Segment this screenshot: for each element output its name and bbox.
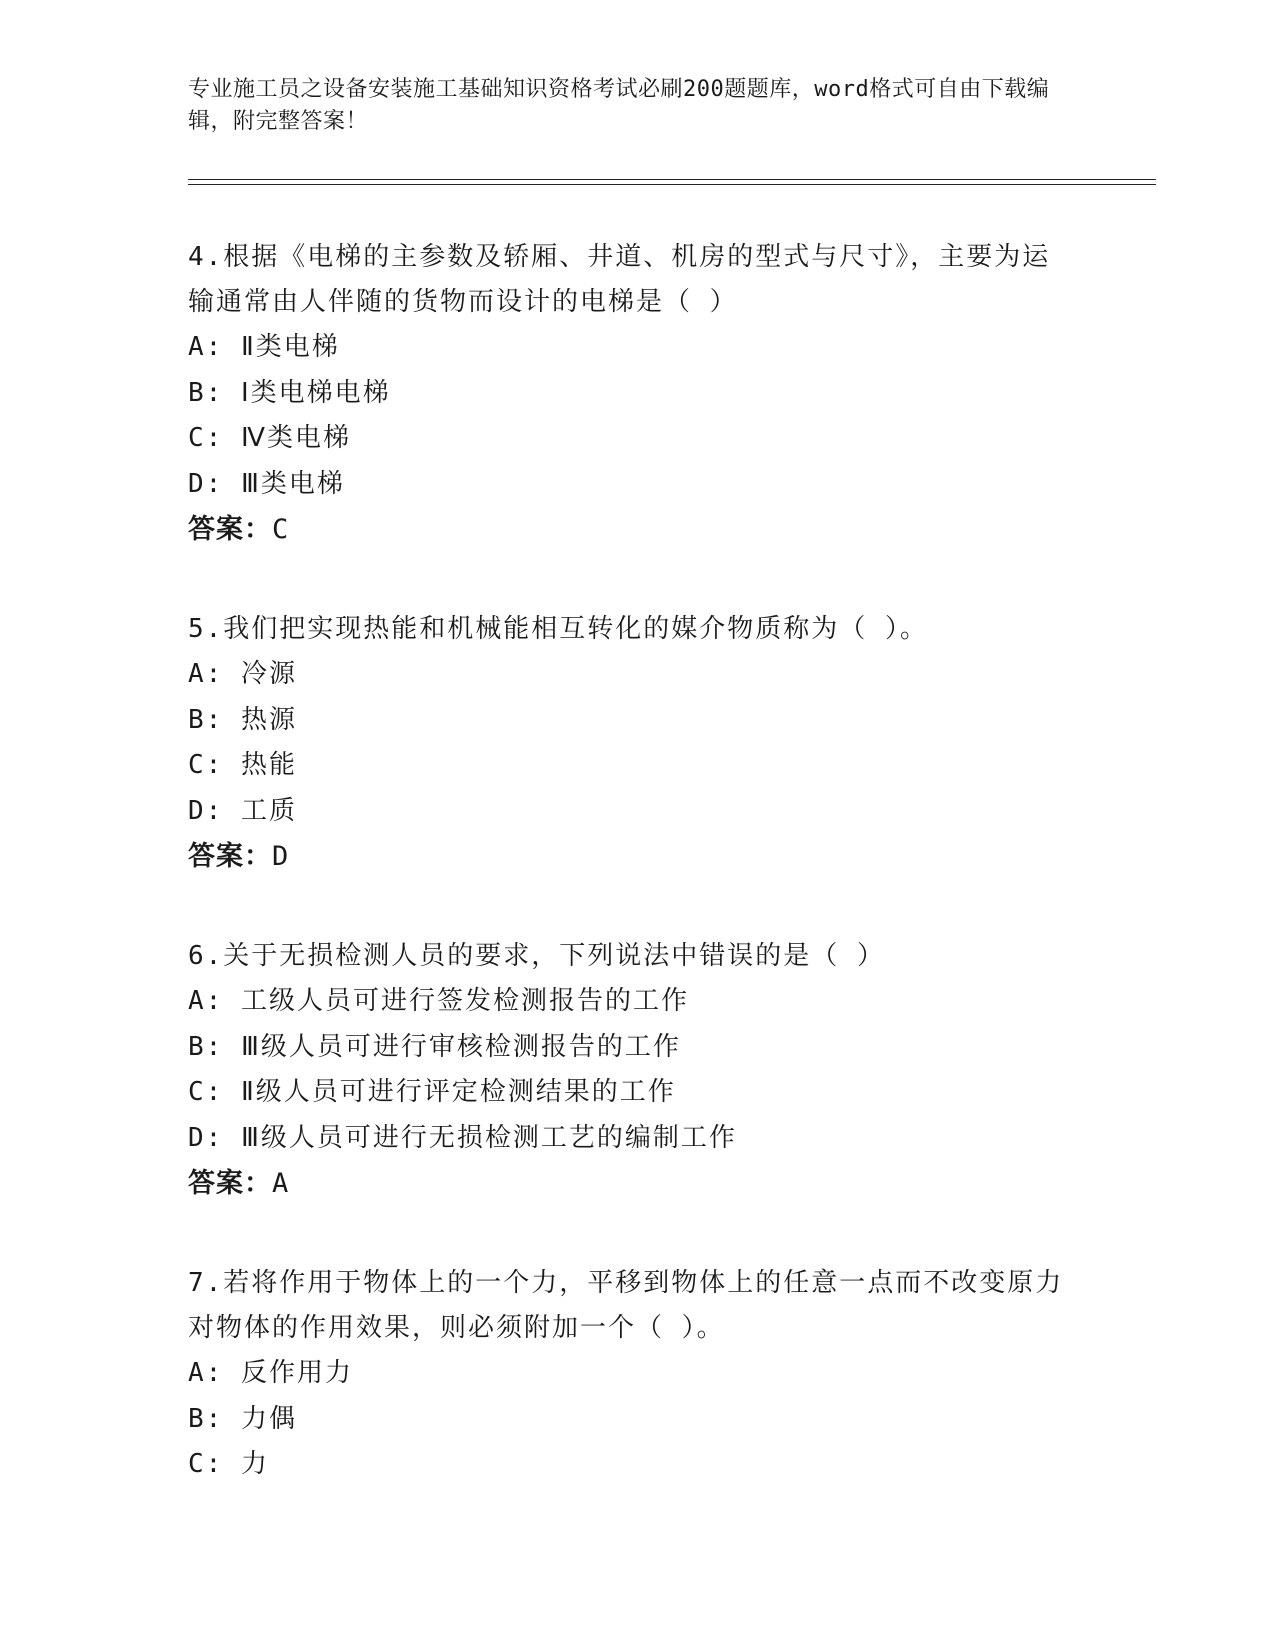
option-a: A: 反作用力 bbox=[188, 1358, 353, 1388]
option-d: D: Ⅲ类电梯 bbox=[188, 468, 345, 499]
option-b: B: Ⅰ类电梯电梯 bbox=[188, 377, 391, 408]
question-list bbox=[188, 235, 1068, 1542]
answer-value: C bbox=[272, 514, 290, 545]
option-c: C: Ⅱ级人员可进行评定检测结果的工作 bbox=[188, 1077, 676, 1107]
option-b: B: 热源 bbox=[188, 704, 297, 735]
question-6 bbox=[188, 934, 1068, 1207]
option-c: C: 力 bbox=[188, 1449, 269, 1479]
answer-value: D bbox=[272, 841, 290, 872]
option-a: A: Ⅱ类电梯 bbox=[188, 332, 340, 362]
question-text: 7.若将作用于物体上的一个力，平移到物体上的任意一点而不改变原力对物体的作用效果，则必须附加一个（ ）。 bbox=[188, 1268, 1064, 1343]
question-7 bbox=[188, 1261, 1068, 1488]
question-text: 4.根据《电梯的主参数及轿厢、井道、机房的型式与尺寸》，主要为运输通常由人伴随的货物而设计的电梯是（ ） bbox=[188, 242, 1051, 317]
option-d: D: Ⅲ级人员可进行无损检测工艺的编制工作 bbox=[188, 1122, 737, 1153]
answer-value: A bbox=[272, 1168, 290, 1199]
question-text: 5.我们把实现热能和机械能相互转化的媒介物质称为（ ）。 bbox=[188, 614, 928, 644]
option-d: D: 工质 bbox=[188, 795, 297, 826]
answer-label: 答案： bbox=[188, 514, 272, 545]
answer-line bbox=[188, 1161, 1068, 1207]
answer-label: 答案： bbox=[188, 1168, 272, 1199]
option-a: A: 冷源 bbox=[188, 659, 297, 689]
header-divider-top bbox=[188, 179, 1156, 180]
question-5 bbox=[188, 607, 1068, 880]
answer-line bbox=[188, 834, 1068, 880]
answer-label: 答案： bbox=[188, 841, 272, 872]
document-header: 专业施工员之设备安装施工基础知识资格考试必刷200题题库，word格式可自由下载编辑，附完整答案！ bbox=[188, 77, 1050, 134]
option-b: B: Ⅲ级人员可进行审核检测报告的工作 bbox=[188, 1031, 681, 1062]
option-c: C: Ⅳ类电梯 bbox=[188, 423, 351, 453]
answer-line bbox=[188, 507, 1068, 553]
question-4 bbox=[188, 235, 1068, 553]
question-text: 6.关于无损检测人员的要求，下列说法中错误的是（ ） bbox=[188, 941, 885, 971]
option-c: C: 热能 bbox=[188, 750, 297, 780]
option-b: B: 力偶 bbox=[188, 1403, 297, 1434]
option-a: A: 工级人员可进行签发检测报告的工作 bbox=[188, 986, 689, 1016]
header-divider-bottom bbox=[188, 184, 1156, 185]
